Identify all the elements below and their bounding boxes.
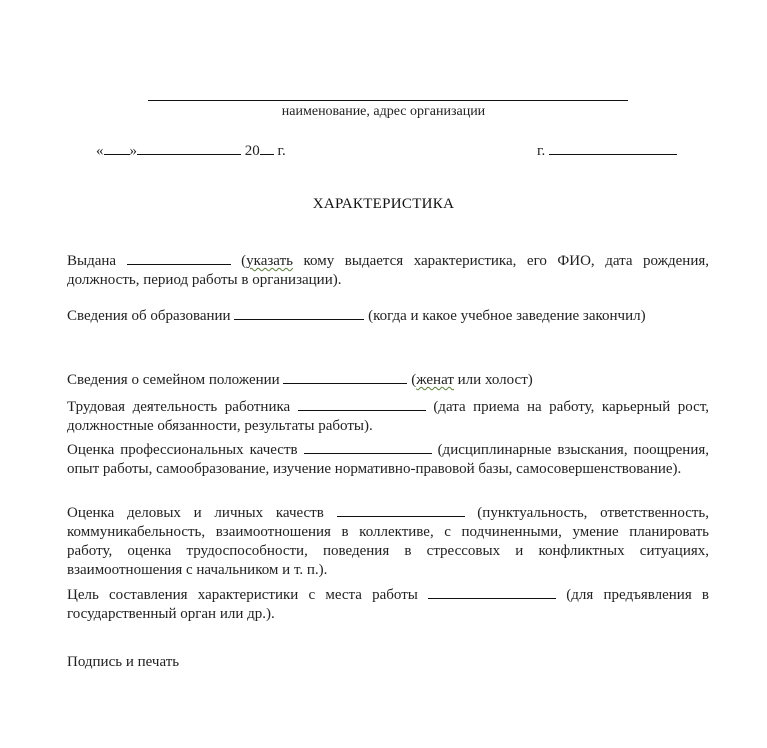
year-prefix: 20 [244, 143, 260, 159]
section-marital-status [67, 370, 709, 390]
city-field [537, 142, 677, 160]
section-professional-qualities [67, 440, 709, 479]
city-blank[interactable] [549, 142, 677, 155]
section-issued-to [67, 251, 709, 290]
document-title: ХАРАКТЕРИСТИКА [312, 196, 455, 212]
day-blank[interactable] [104, 142, 130, 155]
organization-caption: наименование, адрес организации [281, 104, 486, 119]
date-field [96, 142, 286, 160]
work-history-blank[interactable] [298, 397, 426, 411]
section-hint: (женат или холост) [411, 372, 533, 388]
year-suffix: г. [277, 143, 286, 159]
issued-to-blank[interactable] [127, 251, 231, 265]
section-label: Оценка профессиональных качеств [67, 442, 298, 458]
section-personal-qualities [67, 503, 709, 580]
section-label: Сведения об образовании [67, 308, 231, 324]
education-blank[interactable] [234, 306, 364, 320]
section-label: Оценка деловых и личных качеств [67, 505, 324, 521]
section-label: Выдана [67, 253, 117, 269]
section-hint: (дисциплинарные взыскания, поощрения, опыт работы, самообразование, изучение нормативно-правовой базы, самосовершенствование). [67, 442, 709, 477]
professional-qualities-blank[interactable] [304, 440, 432, 454]
year-blank[interactable] [260, 142, 274, 155]
organization-blank-line[interactable] [148, 100, 628, 101]
section-hint: (дата приема на работу, карьерный рост, должностные обязанности, результаты работы). [67, 399, 710, 434]
section-hint: (когда и какое учебное заведение закончил) [368, 308, 646, 324]
personal-qualities-blank[interactable] [337, 503, 465, 517]
purpose-blank[interactable] [428, 585, 556, 599]
section-work-history [67, 397, 709, 436]
city-label: г. [537, 143, 546, 159]
section-hint: (указать кому выдается характеристика, его ФИО, дата рождения, должность, период работы в организации). [67, 253, 710, 288]
month-blank[interactable] [137, 142, 241, 155]
marital-status-blank[interactable] [283, 370, 407, 384]
section-label: Трудовая деятельность работника [67, 399, 291, 415]
section-label: Цель составления характеристики с места работы [67, 587, 418, 603]
section-purpose [67, 585, 709, 624]
section-education [67, 306, 709, 326]
signature-and-stamp: Подпись и печать [67, 654, 180, 670]
section-hint: (для предъявления в государственный орган или др.). [67, 587, 709, 622]
section-label: Сведения о семейном положении [67, 372, 280, 388]
open-quote: « [96, 143, 104, 159]
close-quote: » [129, 143, 137, 159]
section-hint: (пунктуальность, ответственность, коммуникабельность, взаимоотношения в коллективе, с подчиненными, умение планировать работу, оценка трудоспособности, поведения в стрессовых и конфликтных ситуациях, взаимоотношения с начальником и т. п.). [67, 505, 709, 578]
